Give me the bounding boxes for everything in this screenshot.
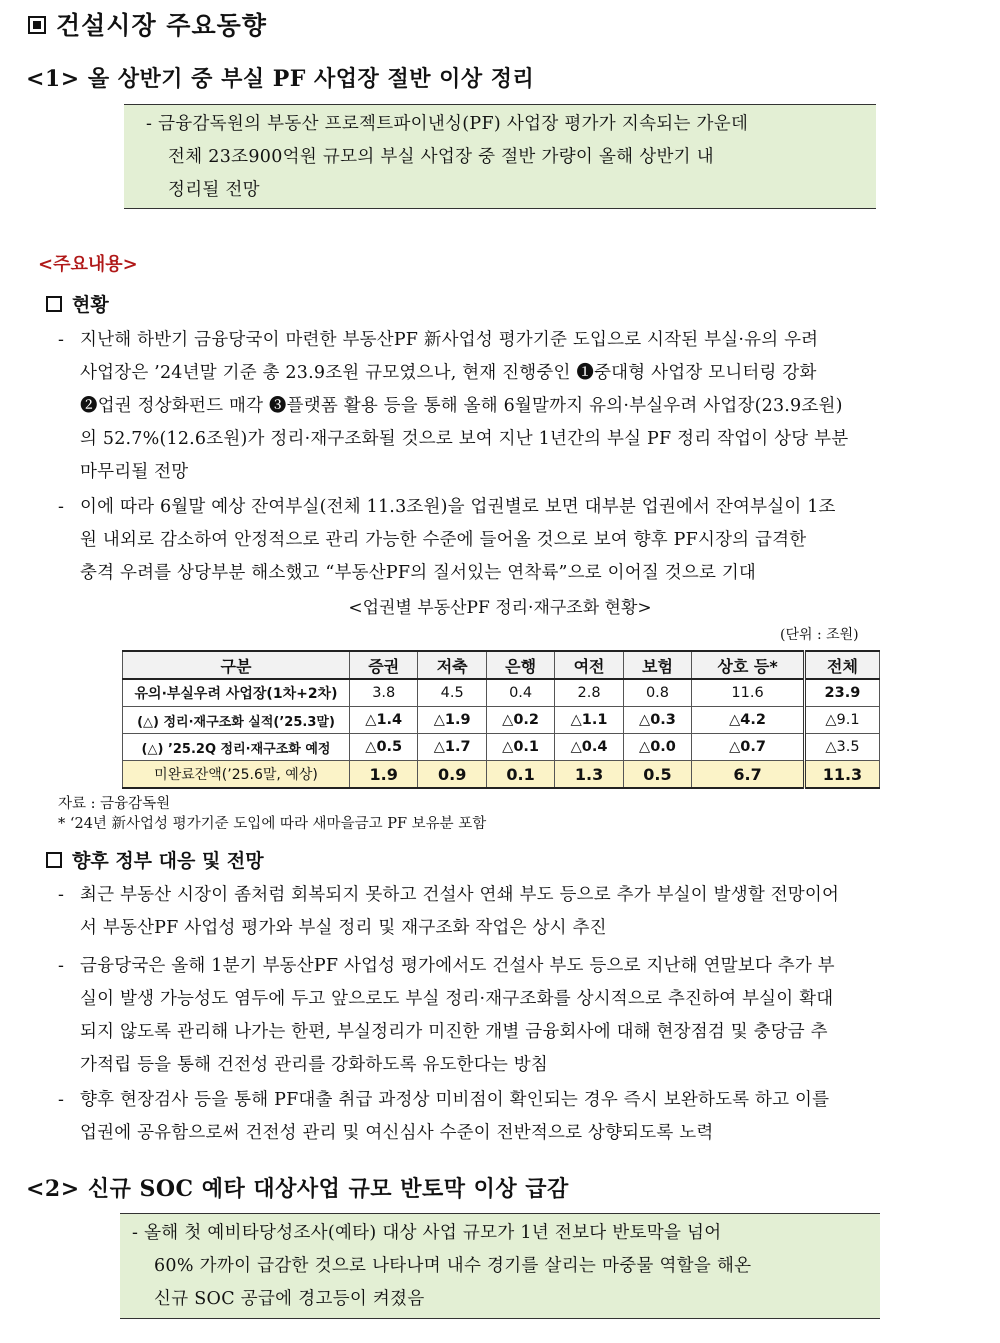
table-cell: △0.1 — [486, 734, 554, 761]
section2-title: <2> 신규 SOC 예타 대상사업 규모 반토막 이상 급감 — [26, 1176, 569, 1202]
dash-marker: - — [58, 1090, 65, 1110]
checkbox-bullet-icon — [46, 296, 62, 312]
outlook-bullet-2 — [58, 950, 978, 1082]
table-cell: 0.5 — [623, 761, 691, 789]
section2-summary-text — [132, 1217, 751, 1316]
table-header-row — [123, 651, 880, 679]
summary-line: 60% 가까이 급감한 것으로 나타나며 내수 경기를 살리는 마중물 역할을 해온 — [154, 1256, 752, 1276]
table-cell: 2.8 — [555, 679, 623, 707]
section1-summary-box — [124, 104, 876, 209]
table-cell: 1.3 — [555, 761, 623, 789]
summary-line: 전체 23조900억원 규모의 부실 사업장 중 절반 가량이 올해 상반기 내 — [168, 147, 714, 167]
square-bullet-icon — [28, 16, 46, 34]
bullet-line: 업권에 공유함으로써 건전성 관리 및 여신심사 수준이 전반적으로 상향되도록 노력 — [80, 1123, 714, 1143]
dash-marker: - — [58, 885, 65, 905]
pf-status-table — [122, 650, 880, 789]
table-cell: △1.9 — [418, 707, 486, 734]
outlook-bullet-3 — [58, 1084, 978, 1150]
bullet-line: 실이 발생 가능성도 염두에 두고 앞으로도 부실 정리·재구조화를 상시적으로 추진하여 부실이 확대 — [80, 989, 834, 1009]
dash-marker: - — [58, 330, 65, 350]
table-cell: △0.0 — [623, 734, 691, 761]
table-cell: △0.5 — [350, 734, 418, 761]
main-content-label: <주요내용> — [38, 254, 138, 275]
table-cell: △4.2 — [692, 707, 805, 734]
header-cell: 상호 등* — [692, 651, 805, 679]
header-cell: 구분 — [123, 651, 350, 679]
header-cell: 전체 — [804, 651, 879, 679]
table-cell: △0.7 — [692, 734, 805, 761]
table-cell: △9.1 — [804, 707, 879, 734]
table-row — [123, 734, 880, 761]
section1-title: <1> 올 상반기 중 부실 PF 사업장 절반 이상 정리 — [26, 66, 535, 92]
table-unit: (단위 : 조원) — [780, 627, 859, 643]
bullet-line: ❷업권 정상화펀드 매각 ❸플랫폼 활용 등을 통해 올해 6월말까지 유의·부실우려 사업장(23.9조원) — [80, 396, 843, 416]
table-cell: 0.1 — [486, 761, 554, 789]
checkbox-bullet-icon — [46, 852, 62, 868]
summary-line: - 금융감독원의 부동산 프로젝트파이낸싱(PF) 사업장 평가가 지속되는 가운데 — [146, 114, 749, 134]
outlook-bullet-1 — [58, 879, 978, 945]
current-heading-text: 현황 — [72, 294, 109, 316]
summary-line: 정리될 전망 — [168, 180, 260, 200]
bullet-line: 되지 않도록 관리해 나가는 한편, 부실정리가 미진한 개별 금융회사에 대해 현장점검 및 충당금 추 — [80, 1022, 828, 1042]
bullet-line: 의 52.7%(12.6조원)가 정리·재구조화될 것으로 보여 지난 1년간의 부실 PF 정리 작업이 상당 부분 — [80, 429, 849, 449]
table-cell: 0.4 — [486, 679, 554, 707]
table-cell: 1.9 — [350, 761, 418, 789]
table-row — [123, 707, 880, 734]
page-title — [28, 6, 267, 42]
row-label: (△) 정리·재구조화 실적(’25.3말) — [123, 707, 350, 734]
current-heading — [46, 290, 109, 317]
table-cell: 23.9 — [804, 679, 879, 707]
table-cell: 6.7 — [692, 761, 805, 789]
header-cell: 저축 — [418, 651, 486, 679]
table-cell: △1.1 — [555, 707, 623, 734]
table-row — [123, 761, 880, 789]
summary-line: - 올해 첫 예비타당성조사(예타) 대상 사업 규모가 1년 전보다 반토막을 넘어 — [132, 1223, 722, 1243]
table-footnote: * ‘24년 新사업성 평가기준 도입에 따라 새마을금고 PF 보유분 포함 — [58, 816, 487, 832]
header-cell: 보험 — [623, 651, 691, 679]
table-cell: △0.4 — [555, 734, 623, 761]
bullet-line: 가적립 등을 통해 건전성 관리를 강화하도록 유도한다는 방침 — [80, 1055, 548, 1075]
header-cell: 여전 — [555, 651, 623, 679]
table-cell: 4.5 — [418, 679, 486, 707]
outlook-heading — [46, 846, 264, 873]
table-row — [123, 679, 880, 707]
dash-marker: - — [58, 956, 65, 976]
dash-marker: - — [58, 497, 65, 517]
header-cell: 증권 — [350, 651, 418, 679]
summary-line: 신규 SOC 공급에 경고등이 켜졌음 — [154, 1289, 425, 1309]
table-cell: 11.3 — [804, 761, 879, 789]
page-title-text: 건설시장 주요동향 — [56, 11, 267, 40]
row-label: (△) ’25.2Q 정리·재구조화 예정 — [123, 734, 350, 761]
bullet-line: 사업장은 ’24년말 기준 총 23.9조원 규모였으나, 현재 진행중인 ❶중대형 사업장 모니터링 강화 — [80, 363, 817, 383]
bullet-line: 마무리될 전망 — [80, 462, 189, 482]
table-cell: 11.6 — [692, 679, 805, 707]
row-label: 미완료잔액(’25.6말, 예상) — [123, 761, 350, 789]
bullet-line: 이에 따라 6월말 예상 잔여부실(전체 11.3조원)을 업권별로 보면 대부분 업권에서 잔여부실이 1조 — [80, 497, 836, 517]
outlook-heading-text: 향후 정부 대응 및 전망 — [72, 850, 264, 872]
bullet-line: 최근 부동산 시장이 좀처럼 회복되지 못하고 건설사 연쇄 부도 등으로 추가 부실이 발생할 전망이어 — [80, 885, 840, 905]
table-cell: △3.5 — [804, 734, 879, 761]
bullet-line: 금융당국은 올해 1분기 부동산PF 사업성 평가에서도 건설사 부도 등으로 지난해 연말보다 추가 부 — [80, 956, 835, 976]
bullet-line: 서 부동산PF 사업성 평가와 부실 정리 및 재구조화 작업은 상시 추진 — [80, 918, 607, 938]
table-cell: 0.9 — [418, 761, 486, 789]
table-cell: △0.2 — [486, 707, 554, 734]
table-cell: △1.7 — [418, 734, 486, 761]
table-source: 자료 : 금융감독원 — [58, 796, 171, 812]
table-cell: △1.4 — [350, 707, 418, 734]
section1-summary-text — [146, 108, 748, 207]
bullet-line: 지난해 하반기 금융당국이 마련한 부동산PF 新사업성 평가기준 도입으로 시작된 부실·유의 우려 — [80, 330, 819, 350]
bullet-line: 충격 우려를 상당부분 해소했고 “부동산PF의 질서있는 연착륙”으로 이어질 것으로 기대 — [80, 563, 757, 583]
bullet-line: 원 내외로 감소하여 안정적으로 관리 가능한 수준에 들어올 것으로 보여 향후 PF시장의 급격한 — [80, 530, 807, 550]
section2-summary-box — [120, 1213, 880, 1319]
current-bullet-1 — [58, 324, 978, 489]
bullet-line: 향후 현장검사 등을 통해 PF대출 취급 과정상 미비점이 확인되는 경우 즉시 보완하도록 하고 이를 — [80, 1090, 830, 1110]
row-label: 유의·부실우려 사업장(1차+2차) — [123, 679, 350, 707]
header-cell: 은행 — [486, 651, 554, 679]
table-cell: 3.8 — [350, 679, 418, 707]
table-title: <업권별 부동산PF 정리·재구조화 현황> — [348, 598, 652, 618]
table-cell: △0.3 — [623, 707, 691, 734]
current-bullet-2 — [58, 491, 978, 590]
table-cell: 0.8 — [623, 679, 691, 707]
